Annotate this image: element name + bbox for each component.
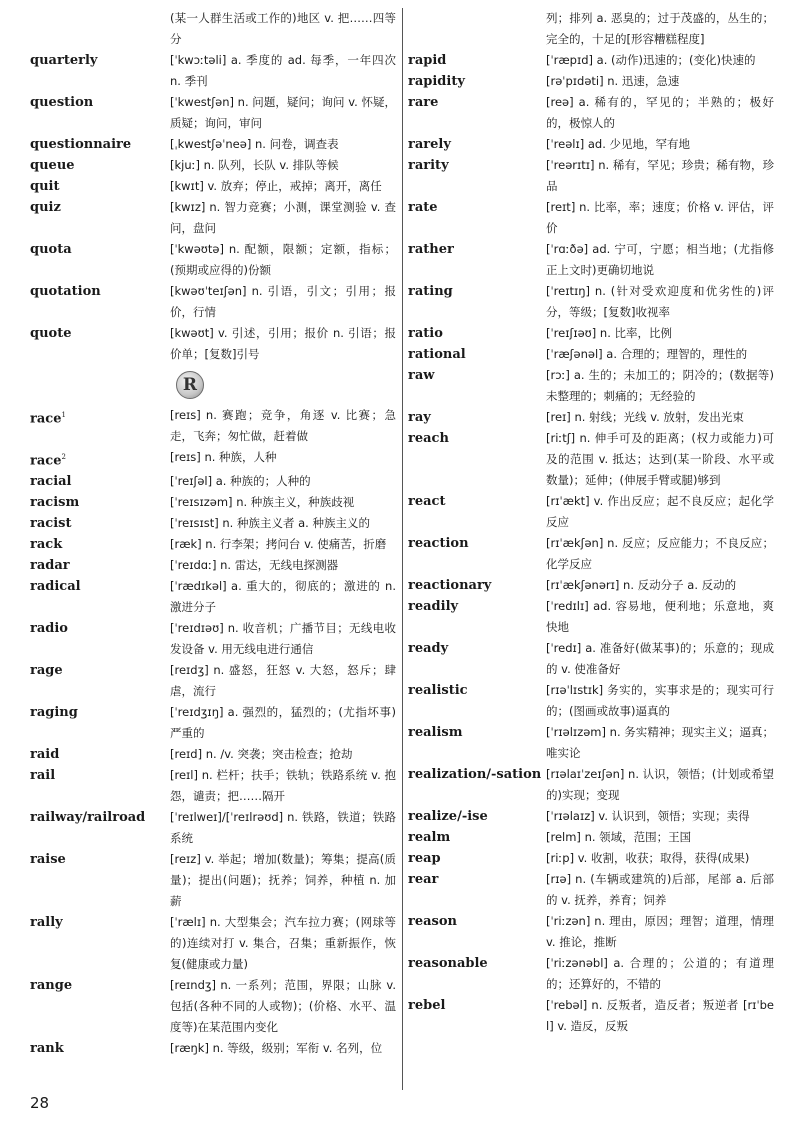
entry-definition: [rɪˈækt] v. 作出反应；起不良反应；起化学反应 xyxy=(546,494,774,529)
entry-headword xyxy=(408,155,546,176)
dictionary-entry xyxy=(408,533,774,575)
entry-definition: [ˈreəlɪ] ad. 少见地，罕有地 xyxy=(546,137,691,151)
entry-headword xyxy=(30,134,170,155)
entry-headword xyxy=(30,471,170,492)
entry-definition: [ˌkwestʃəˈneə] n. 问卷，调查表 xyxy=(170,137,339,151)
entry-headword xyxy=(408,827,546,848)
dictionary-entry xyxy=(30,50,396,92)
entry-definition: [ˈreɪlweɪ]/[ˈreɪlrəʊd] n. 铁路，铁道；铁路系统 xyxy=(170,810,396,846)
entry-headword xyxy=(30,405,170,429)
entry-definition: [ræŋk] n. 等级，级别；军衔 v. 名列，位 xyxy=(170,1041,383,1056)
entry-headword xyxy=(30,447,170,471)
entry-definition: [reɪ] n. 射线；光线 v. 放射，发出光束 xyxy=(546,410,744,424)
headword-text: racial xyxy=(30,474,72,490)
entry-headword xyxy=(30,92,170,113)
headword-text: rather xyxy=(408,242,454,257)
entry-definition: [kwəʊt] v. 引述，引用；报价 n. 引语；报价单；[复数]引号 xyxy=(170,326,396,361)
entry-definition: [ˈreɪtɪŋ] n. (针对受欢迎度和优劣性的)评分，等级；[复数]收视率 xyxy=(546,284,774,319)
entry-definition: [reɪl] n. 栏杆；扶手；铁轨；铁路系统 v. 抱怨，谴责；把……隔开 xyxy=(170,768,396,804)
dictionary-entry xyxy=(30,1038,396,1059)
entry-definition: [ˈriːzənəbl] a. 合理的；公道的；有道理的；还算好的，不错的 xyxy=(546,956,774,991)
headword-text: reactionary xyxy=(408,578,492,593)
headword-text: rebel xyxy=(408,998,446,1013)
dictionary-entry xyxy=(408,71,774,92)
headword-text: rank xyxy=(30,1041,64,1057)
entry-headword xyxy=(408,680,546,701)
dictionary-entry xyxy=(30,744,396,765)
headword-text: realistic xyxy=(408,683,468,698)
column-divider xyxy=(402,8,403,1090)
entry-definition: [ˈkwestʃən] n. 问题，疑问；询问 v. 怀疑，质疑；询问，审问 xyxy=(170,95,396,130)
entry-definition: [ˈreɪʃɪəʊ] n. 比率，比例 xyxy=(546,326,673,340)
dictionary-entry xyxy=(30,92,396,134)
entry-headword xyxy=(408,806,546,827)
entry-definition: [ˈreɪsɪzəm] n. 种族主义，种族歧视 xyxy=(170,495,355,510)
headword-text: quiz xyxy=(30,200,61,215)
headword-text: react xyxy=(408,494,446,509)
dictionary-entry xyxy=(408,764,774,806)
entry-definition: [ˈreɪdɑː] n. 雷达，无线电探测器 xyxy=(170,558,339,573)
dictionary-entry xyxy=(408,638,774,680)
dictionary-entry xyxy=(408,134,774,155)
dictionary-entry xyxy=(408,92,774,134)
entry-definition: [riːp] v. 收割，收获；取得，获得(成果) xyxy=(546,851,750,865)
dictionary-entry xyxy=(30,534,396,555)
entry-definition: [rəˈpɪdəti] n. 迅速，急速 xyxy=(546,74,680,88)
headword-text: rarely xyxy=(408,137,451,152)
entry-headword xyxy=(30,702,170,723)
entry-headword xyxy=(30,744,170,765)
dictionary-entry xyxy=(408,50,774,71)
headword-text: quote xyxy=(30,326,72,341)
entry-headword xyxy=(30,660,170,681)
dictionary-entry xyxy=(30,405,396,447)
entry-headword xyxy=(408,50,546,71)
dictionary-entry xyxy=(408,407,774,428)
entry-headword xyxy=(30,576,170,597)
entry-definition: [reɪs] n. 种族，人种 xyxy=(170,450,277,464)
headword-text: rarity xyxy=(408,158,449,173)
entry-headword xyxy=(30,492,170,513)
entry-headword xyxy=(30,50,170,71)
dictionary-entry xyxy=(408,596,774,638)
entry-definition: [ˈredɪ] a. 准备好(做某事)的；乐意的；现成的 v. 使准备好 xyxy=(546,641,774,676)
entry-headword xyxy=(408,722,546,743)
entry-headword xyxy=(408,533,546,554)
entry-definition: [ˈrɪəlaɪz] v. 认识到，领悟；实现；卖得 xyxy=(546,809,750,823)
entry-definition: [ˈriːzən] n. 理由，原因；理智；道理，情理 v. 推论，推断 xyxy=(546,914,774,949)
dictionary-entry xyxy=(30,155,396,176)
entry-headword xyxy=(30,534,170,555)
headword-text: rate xyxy=(408,200,438,215)
entry-definition: [rɪˈækʃən] n. 反应；反应能力；不良反应；化学反应 xyxy=(546,536,774,571)
dictionary-entry xyxy=(30,281,396,323)
page-number: 28 xyxy=(30,1094,50,1112)
entry-headword xyxy=(408,995,546,1016)
headword-text: reap xyxy=(408,851,441,866)
entry-headword xyxy=(30,513,170,534)
entry-definition: [ˈreərɪtɪ] n. 稀有，罕见；珍贵；稀有物，珍品 xyxy=(546,158,774,193)
entry-headword xyxy=(408,428,546,449)
headword-text: radio xyxy=(30,621,68,637)
dictionary-entry xyxy=(30,176,396,197)
dictionary-entry xyxy=(30,513,396,534)
dictionary-entry xyxy=(408,848,774,869)
entry-headword xyxy=(408,596,546,617)
entry-definition: [rɪəˈlɪstɪk] 务实的，实事求是的；现实可行的；(图画或故事)逼真的 xyxy=(546,683,774,718)
entry-definition: [ˈrɪəlɪzəm] n. 务实精神；现实主义；逼真；唯实论 xyxy=(546,725,774,760)
headword-text: ratio xyxy=(408,326,443,341)
headword-text: racist xyxy=(30,516,72,532)
dictionary-entry xyxy=(408,995,774,1037)
entry-definition: [ˈkwɔːtəli] a. 季度的 ad. 每季，一年四次 n. 季刊 xyxy=(170,53,396,88)
entry-definition: [kwɪz] n. 智力竞赛；小测，课堂测验 v. 查问，盘问 xyxy=(170,200,396,235)
entry-headword xyxy=(30,555,170,576)
dictionary-entry xyxy=(408,155,774,197)
entry-headword xyxy=(408,92,546,113)
entry-headword xyxy=(408,197,546,218)
headword-text: racism xyxy=(30,495,80,511)
headword-text: race xyxy=(30,411,62,427)
left-column xyxy=(30,8,396,1059)
headword-text: ray xyxy=(408,410,431,425)
dictionary-entry xyxy=(30,323,396,365)
headword-text: reason xyxy=(408,914,457,929)
headword-text: quarterly xyxy=(30,53,98,68)
headword-text: raw xyxy=(408,368,435,383)
right-column xyxy=(408,8,774,1037)
entry-headword xyxy=(30,618,170,639)
entry-definition: [riːtʃ] n. 伸手可及的距离；(权力或能力)可及的范围 v. 抵达；达到(某一阶段、水平或数量)；延伸；(伸展手臂或腿)够到 xyxy=(546,431,774,487)
dictionary-entry xyxy=(30,447,396,471)
entry-definition: [kwɪt] v. 放弃；停止，戒掉；离开，离任 xyxy=(170,179,382,193)
entry-headword xyxy=(408,407,546,428)
dictionary-entry xyxy=(30,702,396,744)
headword-text: quit xyxy=(30,179,60,194)
dictionary-entry xyxy=(408,365,774,407)
entry-headword xyxy=(30,239,170,260)
entry-definition: [reɪndʒ] n. 一系列；范围，界限；山脉 v. 包括(各种不同的人或物)；(价格、水平、温度等)在某范围内变化 xyxy=(170,978,396,1035)
headword-text: rating xyxy=(408,284,453,299)
entry-definition: [ˈreɪdʒɪŋ] a. 强烈的，猛烈的；(尤指坏事)严重的 xyxy=(170,705,396,741)
entry-headword xyxy=(408,953,546,974)
entry-definition: [ˈrælɪ] n. 大型集会；汽车拉力赛；(网球等的)连续对打 v. 集合，召集；重新振作，恢复(健康或力量) xyxy=(170,915,396,972)
dictionary-entry xyxy=(408,197,774,239)
entry-definition: (某一人群生活或工作的)地区 v. 把……四等分 xyxy=(170,11,396,46)
headword-text: realization/-sation xyxy=(408,767,542,782)
headword-text: raise xyxy=(30,852,66,868)
headword-text: rational xyxy=(408,347,466,362)
entry-definition: [ˈrebəl] n. 反叛者，造反者；叛逆者 [rɪˈbel] v. 造反，反叛 xyxy=(546,998,774,1033)
dictionary-entry xyxy=(408,869,774,911)
headword-text: railway/railroad xyxy=(30,810,146,826)
dictionary-entry xyxy=(30,134,396,155)
headword-text: reach xyxy=(408,431,449,446)
dictionary-entry xyxy=(30,492,396,513)
headword-text: rage xyxy=(30,663,63,679)
entry-headword xyxy=(30,975,170,996)
dictionary-entry xyxy=(408,491,774,533)
dictionary-entry xyxy=(408,281,774,323)
headword-text: realize/-ise xyxy=(408,809,488,824)
dictionary-entry xyxy=(30,471,396,492)
entry-headword xyxy=(30,197,170,218)
entry-definition: [reə] a. 稀有的，罕见的；半熟的；极好的，极惊人的 xyxy=(546,95,774,130)
headword-text: rapid xyxy=(408,53,447,68)
headword-text: radical xyxy=(30,579,81,595)
headword-text: rapidity xyxy=(408,74,465,89)
entry-headword xyxy=(408,239,546,260)
entry-headword xyxy=(30,155,170,176)
dictionary-entry xyxy=(408,953,774,995)
headword-text: reaction xyxy=(408,536,469,551)
entry-headword xyxy=(30,176,170,197)
headword-text: radar xyxy=(30,558,70,574)
dictionary-entry xyxy=(30,849,396,912)
dictionary-entry xyxy=(408,344,774,365)
entry-definition: [reɪs] n. 赛跑；竞争，角逐 v. 比赛；急走，飞奔；匆忙做，赶着做 xyxy=(170,408,396,443)
entry-definition: [reɪdʒ] n. 盛怒，狂怒 v. 大怒，怒斥；肆虐，流行 xyxy=(170,663,396,699)
entry-definition: [ˈkwəʊtə] n. 配额，限额；定额，指标；(预期或应得的)份额 xyxy=(170,242,396,277)
entry-headword xyxy=(408,365,546,386)
entry-definition: [relm] n. 领域，范围；王国 xyxy=(546,830,692,844)
dictionary-entry xyxy=(30,239,396,281)
entry-definition: [reɪz] v. 举起；增加(数量)；筹集；提高(质量)；提出(问题)；抚养；饲养，种植 n. 加薪 xyxy=(170,852,396,909)
entry-headword xyxy=(408,848,546,869)
entry-headword xyxy=(30,1038,170,1059)
entry-definition: [ˈræpɪd] a. (动作)迅速的；(变化)快速的 xyxy=(546,53,756,67)
headword-text: rare xyxy=(408,95,439,110)
headword-text: question xyxy=(30,95,94,110)
dictionary-entry xyxy=(408,8,774,50)
entry-definition: [reɪt] n. 比率，率；速度；价格 v. 评估，评价 xyxy=(546,200,774,235)
headword-text: realism xyxy=(408,725,463,740)
headword-text: readily xyxy=(408,599,459,614)
entry-definition: [ræk] n. 行李架；拷问台 v. 使痛苦，折磨 xyxy=(170,537,387,552)
homograph-number: 1 xyxy=(61,411,66,419)
dictionary-entry xyxy=(408,680,774,722)
dictionary-entry xyxy=(30,975,396,1038)
headword-text: queue xyxy=(30,158,75,173)
dictionary-entry xyxy=(408,575,774,596)
entry-headword xyxy=(30,807,170,828)
headword-text: questionnaire xyxy=(30,137,132,152)
entry-headword xyxy=(30,765,170,786)
dictionary-entry xyxy=(408,722,774,764)
entry-headword xyxy=(408,869,546,890)
dictionary-entry xyxy=(408,806,774,827)
dictionary-entry xyxy=(408,323,774,344)
dictionary-entry xyxy=(30,197,396,239)
entry-definition: [kjuː] n. 队列，长队 v. 排队等候 xyxy=(170,158,339,172)
headword-text: rally xyxy=(30,915,63,931)
entry-headword xyxy=(30,849,170,870)
entry-definition: [ˈreɪsɪst] n. 种族主义者 a. 种族主义的 xyxy=(170,516,370,531)
dictionary-entry xyxy=(30,660,396,702)
entry-headword xyxy=(408,323,546,344)
headword-text: quotation xyxy=(30,284,101,299)
entry-headword xyxy=(408,281,546,302)
entry-definition: 列；排列 a. 恶臭的；过于茂盛的，丛生的；完全的，十足的[形容糟糕程度] xyxy=(546,11,774,46)
entry-headword xyxy=(408,134,546,155)
entry-definition: [ˈrædɪkəl] a. 重大的，彻底的；激进的 n. 激进分子 xyxy=(170,579,396,615)
dictionary-entry xyxy=(30,765,396,807)
entry-headword xyxy=(408,575,546,596)
dictionary-entry xyxy=(408,428,774,491)
dictionary-entry xyxy=(30,912,396,975)
entry-definition: [rɪəlaɪˈzeɪʃən] n. 认识，领悟；(计划或希望的)实现；变现 xyxy=(546,767,774,802)
entry-headword xyxy=(30,912,170,933)
entry-headword xyxy=(408,491,546,512)
entry-headword xyxy=(408,638,546,659)
headword-text: race xyxy=(30,453,62,469)
entry-definition: [ˈreɪʃəl] a. 种族的；人种的 xyxy=(170,474,311,489)
headword-text: raging xyxy=(30,705,78,721)
dictionary-entry xyxy=(30,618,396,660)
entry-definition: [rɪə] n. (车辆或建筑的)后部，尾部 a. 后部的 v. 抚养，养育；饲养 xyxy=(546,872,774,907)
entry-headword xyxy=(408,911,546,932)
entry-headword xyxy=(30,323,170,344)
section-letter-badge: R xyxy=(176,371,204,399)
dictionary-entry xyxy=(408,827,774,848)
dictionary-entry xyxy=(408,911,774,953)
entry-definition: [kwəʊˈteɪʃən] n. 引语，引文；引用；报价，行情 xyxy=(170,284,396,319)
homograph-number: 2 xyxy=(61,453,66,461)
entry-definition: [ˈræʃənəl] a. 合理的；理智的，理性的 xyxy=(546,347,748,361)
entry-definition: [reɪd] n. /v. 突袭；突击检查；抢劫 xyxy=(170,747,353,762)
dictionary-entry xyxy=(30,8,396,50)
entry-headword xyxy=(408,764,546,785)
entry-headword xyxy=(30,281,170,302)
entry-headword xyxy=(408,71,546,92)
headword-text: realm xyxy=(408,830,451,845)
headword-text: rack xyxy=(30,537,63,553)
dictionary-entry xyxy=(408,239,774,281)
dictionary-entry xyxy=(30,555,396,576)
headword-text: reasonable xyxy=(408,956,488,971)
entry-definition: [ˈrɑːðə] ad. 宁可，宁愿；相当地；(尤指修正上文时)更确切地说 xyxy=(546,242,774,277)
dictionary-entry xyxy=(30,576,396,618)
entry-definition: [ˈredɪlɪ] ad. 容易地，便利地；乐意地，爽快地 xyxy=(546,599,774,634)
entry-definition: [rɔː] a. 生的；未加工的；阴冷的；(数据等)未整理的；刺痛的；无经验的 xyxy=(546,368,774,403)
headword-text: range xyxy=(30,978,73,994)
headword-text: rear xyxy=(408,872,439,887)
headword-text: raid xyxy=(30,747,60,763)
headword-text: quota xyxy=(30,242,72,257)
entry-definition: [ˈreɪdɪəʊ] n. 收音机；广播节目；无线电收发设备 v. 用无线电进行通信 xyxy=(170,621,396,657)
entry-headword xyxy=(408,344,546,365)
headword-text: ready xyxy=(408,641,449,656)
section-letter-row xyxy=(30,365,396,405)
entry-definition: [rɪˈækʃənərɪ] n. 反动分子 a. 反动的 xyxy=(546,578,737,592)
dictionary-entry xyxy=(30,807,396,849)
headword-text: rail xyxy=(30,768,56,784)
